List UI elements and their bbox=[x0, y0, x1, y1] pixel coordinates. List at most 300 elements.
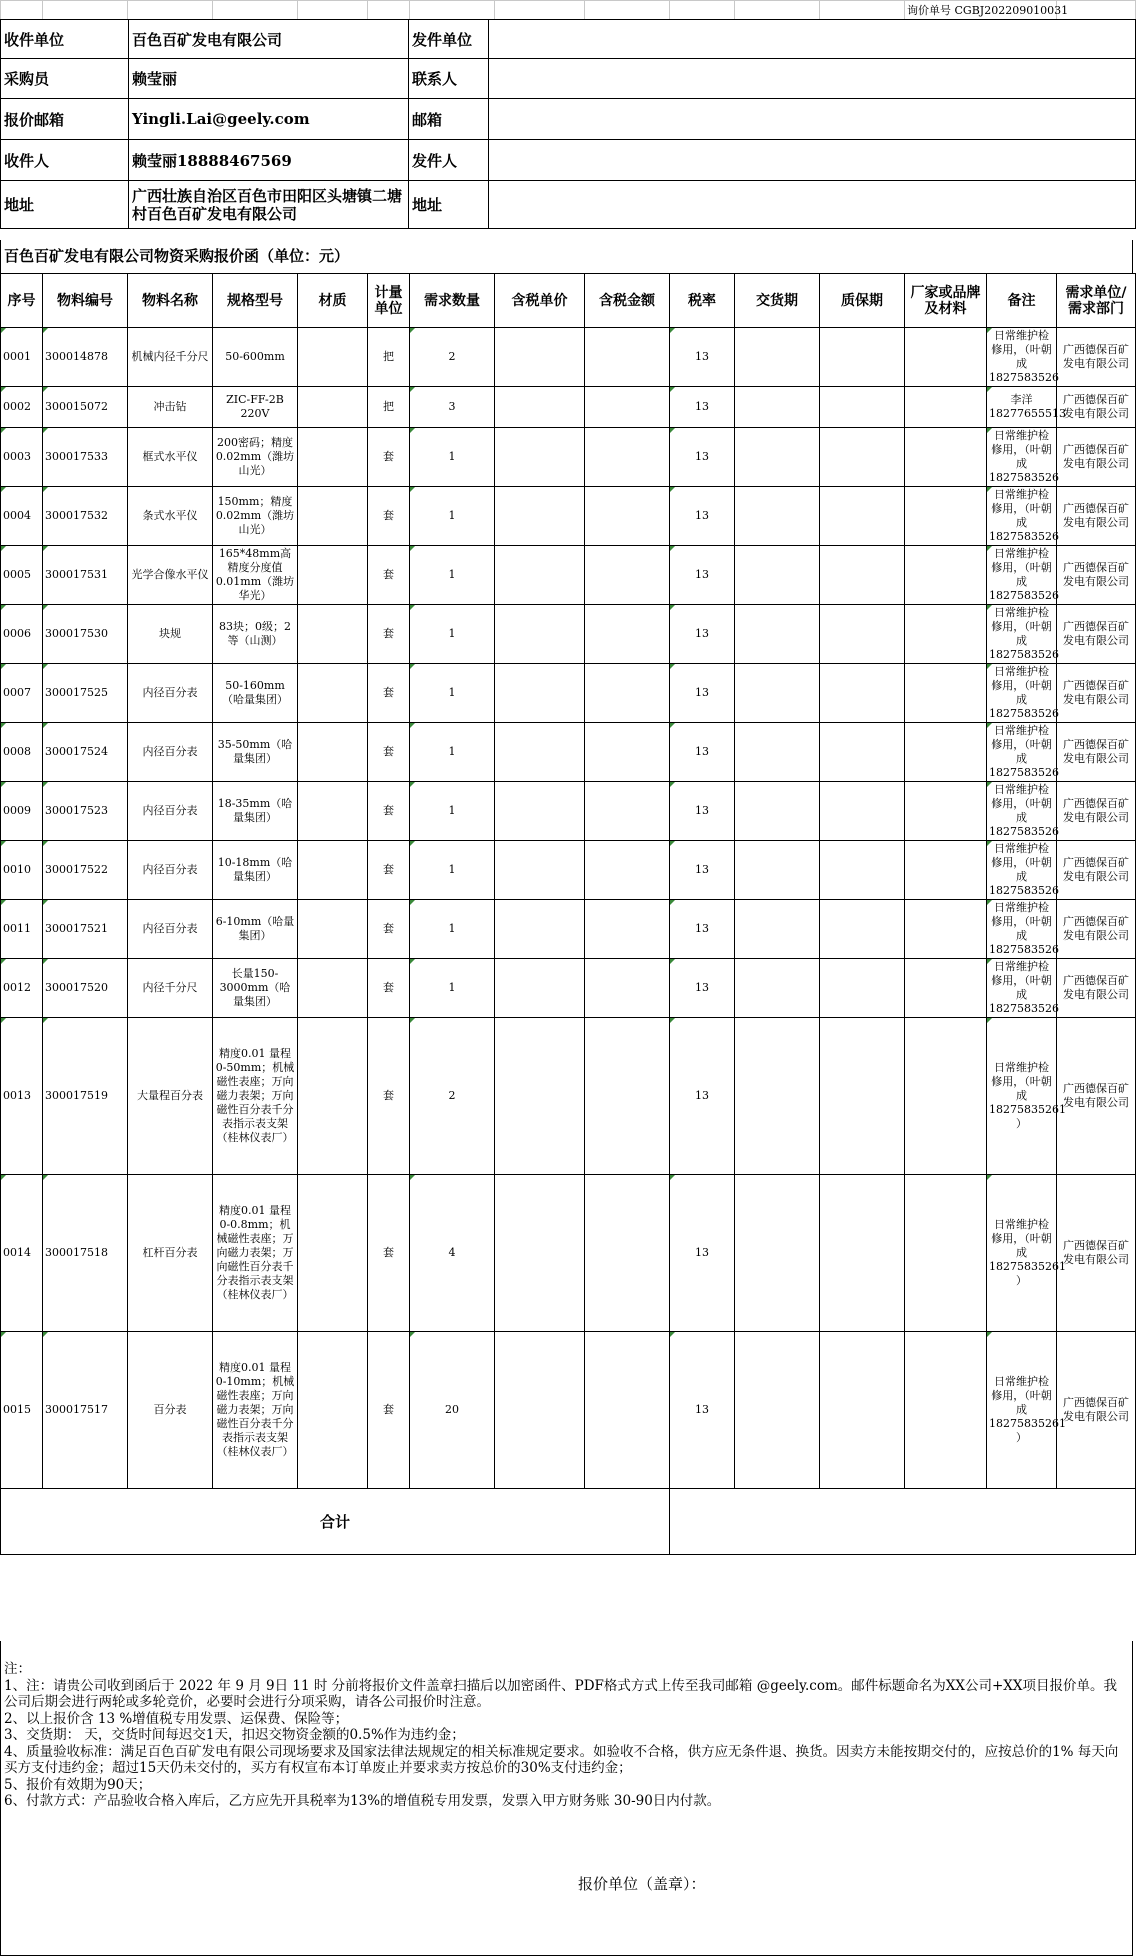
column-header-row bbox=[1, 274, 1136, 328]
item-delivery-input[interactable] bbox=[735, 487, 820, 546]
item-tax-rate: 13 bbox=[670, 487, 735, 546]
item-amount-input[interactable] bbox=[585, 605, 670, 664]
item-qty: 2 bbox=[410, 1018, 495, 1175]
item-amount-input[interactable] bbox=[585, 387, 670, 428]
item-name: 冲击钻 bbox=[128, 387, 213, 428]
item-brand-input[interactable] bbox=[905, 387, 987, 428]
item-brand-input[interactable] bbox=[905, 1175, 987, 1332]
item-code: 300017531 bbox=[43, 546, 128, 605]
item-price-input[interactable] bbox=[495, 1018, 585, 1175]
note-line-5: 5、报价有效期为90天； bbox=[4, 1776, 152, 1793]
recipient-value[interactable]: 赖莹丽18888467569 bbox=[129, 140, 409, 181]
item-tax-rate: 13 bbox=[670, 1332, 735, 1489]
item-spec: 18-35mm（哈量集团） bbox=[213, 782, 298, 841]
item-name: 杠杆百分表 bbox=[128, 1175, 213, 1332]
item-material[interactable] bbox=[298, 1018, 368, 1175]
item-seq: 0006 bbox=[1, 605, 43, 664]
item-material[interactable] bbox=[298, 782, 368, 841]
item-price-input[interactable] bbox=[495, 664, 585, 723]
item-qty: 1 bbox=[410, 782, 495, 841]
buyer-value[interactable]: 赖莹丽 bbox=[129, 59, 409, 99]
item-remark: 日常维护检修用，（叶朝成18275835261 ） bbox=[987, 1018, 1057, 1175]
contact-label: 联系人 bbox=[409, 59, 489, 99]
item-brand-input[interactable] bbox=[905, 328, 987, 387]
item-spec: 35-50mm（哈量集团） bbox=[213, 723, 298, 782]
col-brand: 厂家或品牌及材料 bbox=[905, 274, 987, 328]
item-name: 块规 bbox=[128, 605, 213, 664]
item-remark: 日常维护检修用，（叶朝成1827583526 bbox=[987, 900, 1057, 959]
contact-value[interactable] bbox=[489, 59, 1136, 99]
item-code: 300017525 bbox=[43, 664, 128, 723]
item-spec: 6-10mm（哈量集团） bbox=[213, 900, 298, 959]
inquiry-strip bbox=[0, 0, 1136, 20]
item-material[interactable] bbox=[298, 959, 368, 1018]
item-tax-rate: 13 bbox=[670, 605, 735, 664]
item-price-input[interactable] bbox=[495, 605, 585, 664]
item-remark: 日常维护检修用，（叶朝成1827583526 bbox=[987, 664, 1057, 723]
item-name: 内径百分表 bbox=[128, 664, 213, 723]
table-row bbox=[1, 328, 1136, 387]
header-table bbox=[0, 19, 1136, 229]
item-spec: 50-160mm（哈量集团） bbox=[213, 664, 298, 723]
item-price-input[interactable] bbox=[495, 487, 585, 546]
item-amount-input[interactable] bbox=[585, 546, 670, 605]
sender-label: 发件人 bbox=[409, 140, 489, 181]
item-warranty-input[interactable] bbox=[820, 487, 905, 546]
item-code: 300017517 bbox=[43, 1332, 128, 1489]
item-name: 条式水平仪 bbox=[128, 487, 213, 546]
item-brand-input[interactable] bbox=[905, 546, 987, 605]
quote-email-value[interactable]: Yingli.Lai@geely.com bbox=[129, 99, 409, 140]
item-brand-input[interactable] bbox=[905, 605, 987, 664]
item-delivery-input[interactable] bbox=[735, 328, 820, 387]
item-unit: 套 bbox=[368, 959, 410, 1018]
item-material[interactable] bbox=[298, 546, 368, 605]
item-name: 内径千分尺 bbox=[128, 959, 213, 1018]
item-seq: 0014 bbox=[1, 1175, 43, 1332]
item-name: 内径百分表 bbox=[128, 782, 213, 841]
item-price-input[interactable] bbox=[495, 428, 585, 487]
note-line-4: 4、质量验收标准：满足百色百矿发电有限公司现场要求及国家法律法规规定的相关标准规定要求。如验收不合格，供方应无条件退、换货。因卖方未能按期交付的，应按总价的1% 每天向买方支付违约金；超过15天仍未交付的，买方有权宣布本订单废止并要求卖方按总价的30%支付违约金； bbox=[4, 1743, 1119, 1776]
item-seq: 0010 bbox=[1, 841, 43, 900]
item-brand-input[interactable] bbox=[905, 959, 987, 1018]
item-seq: 0005 bbox=[1, 546, 43, 605]
table-row bbox=[1, 546, 1136, 605]
item-qty: 1 bbox=[410, 605, 495, 664]
item-seq: 0013 bbox=[1, 1018, 43, 1175]
item-remark: 日常维护检修用，（叶朝成1827583526 bbox=[987, 723, 1057, 782]
item-brand-input[interactable] bbox=[905, 1018, 987, 1175]
table-row bbox=[1, 605, 1136, 664]
item-amount-input[interactable] bbox=[585, 664, 670, 723]
item-dept: 广西德保百矿发电有限公司 bbox=[1057, 487, 1136, 546]
col-material: 材质 bbox=[298, 274, 368, 328]
grid-cell bbox=[298, 1, 368, 20]
item-dept: 广西德保百矿发电有限公司 bbox=[1057, 605, 1136, 664]
table-row bbox=[1, 428, 1136, 487]
item-dept: 广西德保百矿发电有限公司 bbox=[1057, 782, 1136, 841]
notes-section bbox=[0, 1641, 1133, 1956]
item-price-input[interactable] bbox=[495, 1175, 585, 1332]
item-name: 机械内径千分尺 bbox=[128, 328, 213, 387]
item-dept: 广西德保百矿发电有限公司 bbox=[1057, 546, 1136, 605]
item-qty: 1 bbox=[410, 546, 495, 605]
table-row bbox=[1, 1332, 1136, 1489]
item-delivery-input[interactable] bbox=[735, 959, 820, 1018]
total-value[interactable] bbox=[670, 1489, 1136, 1555]
item-material[interactable] bbox=[298, 841, 368, 900]
item-delivery-input[interactable] bbox=[735, 782, 820, 841]
item-material[interactable] bbox=[298, 900, 368, 959]
document-title: 百色百矿发电有限公司物资采购报价函（单位：元） bbox=[0, 240, 1133, 273]
item-name: 内径百分表 bbox=[128, 900, 213, 959]
item-warranty-input[interactable] bbox=[820, 387, 905, 428]
email-label: 邮箱 bbox=[409, 99, 489, 140]
item-delivery-input[interactable] bbox=[735, 841, 820, 900]
item-brand-input[interactable] bbox=[905, 428, 987, 487]
item-qty: 1 bbox=[410, 900, 495, 959]
item-brand-input[interactable] bbox=[905, 1332, 987, 1489]
item-material[interactable] bbox=[298, 428, 368, 487]
item-seq: 0003 bbox=[1, 428, 43, 487]
address-label: 地址 bbox=[1, 181, 129, 229]
item-warranty-input[interactable] bbox=[820, 723, 905, 782]
item-delivery-input[interactable] bbox=[735, 387, 820, 428]
item-warranty-input[interactable] bbox=[820, 900, 905, 959]
item-brand-input[interactable] bbox=[905, 487, 987, 546]
item-spec: 200密码；精度0.02mm（潍坊山光） bbox=[213, 428, 298, 487]
item-remark: 日常维护检修用，（叶朝成1827583526 bbox=[987, 841, 1057, 900]
item-material[interactable] bbox=[298, 723, 368, 782]
item-name: 大量程百分表 bbox=[128, 1018, 213, 1175]
item-spec: 精度0.01 量程0-10mm；机械磁性表座；万向磁力表架；万向磁性百分表千分表指示表支架（桂林仪表厂） bbox=[213, 1332, 298, 1489]
total-row bbox=[1, 1489, 1136, 1555]
recipient-label: 收件人 bbox=[1, 140, 129, 181]
grid-cell bbox=[410, 1, 495, 20]
item-amount-input[interactable] bbox=[585, 841, 670, 900]
item-remark: 日常维护检修用，（叶朝成1827583526 bbox=[987, 546, 1057, 605]
item-dept: 广西德保百矿发电有限公司 bbox=[1057, 387, 1136, 428]
sender-address-label: 地址 bbox=[409, 181, 489, 229]
item-amount-input[interactable] bbox=[585, 782, 670, 841]
item-code: 300015072 bbox=[43, 387, 128, 428]
item-price-input[interactable] bbox=[495, 900, 585, 959]
table-row bbox=[1, 841, 1136, 900]
item-remark: 日常维护检修用，（叶朝成1827583526 bbox=[987, 487, 1057, 546]
col-price: 含税单价 bbox=[495, 274, 585, 328]
item-unit: 套 bbox=[368, 723, 410, 782]
item-dept: 广西德保百矿发电有限公司 bbox=[1057, 723, 1136, 782]
notes-heading: 注： bbox=[4, 1661, 31, 1677]
item-code: 300017523 bbox=[43, 782, 128, 841]
item-brand-input[interactable] bbox=[905, 782, 987, 841]
grid-cell bbox=[128, 1, 213, 20]
table-row bbox=[1, 959, 1136, 1018]
item-material[interactable] bbox=[298, 664, 368, 723]
item-material[interactable] bbox=[298, 605, 368, 664]
item-dept: 广西德保百矿发电有限公司 bbox=[1057, 900, 1136, 959]
item-code: 300017521 bbox=[43, 900, 128, 959]
item-qty: 1 bbox=[410, 841, 495, 900]
item-unit: 套 bbox=[368, 900, 410, 959]
item-unit: 套 bbox=[368, 1018, 410, 1175]
item-amount-input[interactable] bbox=[585, 1018, 670, 1175]
item-remark: 日常维护检修用，（叶朝成1827583526 bbox=[987, 782, 1057, 841]
item-spec: 150mm；精度0.02mm（潍坊山光） bbox=[213, 487, 298, 546]
item-unit: 套 bbox=[368, 605, 410, 664]
item-dept: 广西德保百矿发电有限公司 bbox=[1057, 1332, 1136, 1489]
sender-address-value[interactable] bbox=[489, 181, 1136, 229]
item-warranty-input[interactable] bbox=[820, 1175, 905, 1332]
item-brand-input[interactable] bbox=[905, 664, 987, 723]
item-amount-input[interactable] bbox=[585, 900, 670, 959]
table-row bbox=[1, 1018, 1136, 1175]
item-code: 300017522 bbox=[43, 841, 128, 900]
item-remark: 日常维护检修用，（叶朝成1827583526 bbox=[987, 605, 1057, 664]
item-name: 框式水平仪 bbox=[128, 428, 213, 487]
grid-cell bbox=[43, 1, 128, 20]
item-warranty-input[interactable] bbox=[820, 546, 905, 605]
item-seq: 0002 bbox=[1, 387, 43, 428]
item-qty: 20 bbox=[410, 1332, 495, 1489]
item-spec: 83块；0级；2等（山测） bbox=[213, 605, 298, 664]
item-price-input[interactable] bbox=[495, 328, 585, 387]
item-warranty-input[interactable] bbox=[820, 328, 905, 387]
item-delivery-input[interactable] bbox=[735, 900, 820, 959]
sender-unit-label: 发件单位 bbox=[409, 20, 489, 59]
item-unit: 套 bbox=[368, 546, 410, 605]
item-amount-input[interactable] bbox=[585, 328, 670, 387]
email-value[interactable] bbox=[489, 99, 1136, 140]
quote-email-label: 报价邮箱 bbox=[1, 99, 129, 140]
buyer-label: 采购员 bbox=[1, 59, 129, 99]
item-warranty-input[interactable] bbox=[820, 841, 905, 900]
item-remark: 日常维护检修用，（叶朝成18275835261 ） bbox=[987, 1332, 1057, 1489]
item-dept: 广西德保百矿发电有限公司 bbox=[1057, 1175, 1136, 1332]
item-brand-input[interactable] bbox=[905, 723, 987, 782]
item-remark: 日常维护检修用，（叶朝成1827583526 bbox=[987, 328, 1057, 387]
item-delivery-input[interactable] bbox=[735, 1332, 820, 1489]
col-spec: 规格型号 bbox=[213, 274, 298, 328]
item-remark: 日常维护检修用，（叶朝成1827583526 bbox=[987, 959, 1057, 1018]
sender-unit-value[interactable] bbox=[489, 20, 1136, 59]
item-tax-rate: 13 bbox=[670, 900, 735, 959]
item-seq: 0001 bbox=[1, 328, 43, 387]
inquiry-number-label: 询价单号 bbox=[907, 4, 951, 17]
table-row bbox=[1, 900, 1136, 959]
item-amount-input[interactable] bbox=[585, 1332, 670, 1489]
item-code: 300017520 bbox=[43, 959, 128, 1018]
item-price-input[interactable] bbox=[495, 959, 585, 1018]
item-material[interactable] bbox=[298, 328, 368, 387]
item-qty: 1 bbox=[410, 723, 495, 782]
item-qty: 1 bbox=[410, 487, 495, 546]
item-tax-rate: 13 bbox=[670, 959, 735, 1018]
item-material[interactable] bbox=[298, 1175, 368, 1332]
item-qty: 1 bbox=[410, 664, 495, 723]
table-row bbox=[1, 487, 1136, 546]
item-name: 光学合像水平仪 bbox=[128, 546, 213, 605]
item-spec: ZIC-FF-2B 220V bbox=[213, 387, 298, 428]
item-unit: 套 bbox=[368, 1175, 410, 1332]
receiver-unit-label: 收件单位 bbox=[1, 20, 129, 59]
item-unit: 套 bbox=[368, 841, 410, 900]
item-delivery-input[interactable] bbox=[735, 664, 820, 723]
item-code: 300017518 bbox=[43, 1175, 128, 1332]
item-code: 300017524 bbox=[43, 723, 128, 782]
item-price-input[interactable] bbox=[495, 387, 585, 428]
item-dept: 广西德保百矿发电有限公司 bbox=[1057, 841, 1136, 900]
item-seq: 0012 bbox=[1, 959, 43, 1018]
item-code: 300014878 bbox=[43, 328, 128, 387]
item-price-input[interactable] bbox=[495, 546, 585, 605]
item-spec: 50-600mm bbox=[213, 328, 298, 387]
item-qty: 1 bbox=[410, 959, 495, 1018]
item-tax-rate: 13 bbox=[670, 723, 735, 782]
item-unit: 套 bbox=[368, 487, 410, 546]
item-delivery-input[interactable] bbox=[735, 723, 820, 782]
note-line-3: 3、交货期： 天，交货时间每迟交1天，扣迟交物资金额的0.5%作为违约金； bbox=[4, 1727, 465, 1743]
grid-cell bbox=[495, 1, 585, 20]
items-table bbox=[0, 273, 1136, 1555]
item-material[interactable] bbox=[298, 1332, 368, 1489]
grid-cell bbox=[368, 1, 410, 20]
item-delivery-input[interactable] bbox=[735, 428, 820, 487]
item-tax-rate: 13 bbox=[670, 841, 735, 900]
item-amount-input[interactable] bbox=[585, 959, 670, 1018]
item-price-input[interactable] bbox=[495, 723, 585, 782]
receiver-unit-value[interactable]: 百色百矿发电有限公司 bbox=[129, 20, 409, 59]
item-spec: 165*48mm高精度分度值0.01mm（潍坊华光） bbox=[213, 546, 298, 605]
col-dept: 需求单位/需求部门 bbox=[1057, 274, 1136, 328]
grid-cell bbox=[213, 1, 298, 20]
item-price-input[interactable] bbox=[495, 1332, 585, 1489]
item-name: 内径百分表 bbox=[128, 723, 213, 782]
item-warranty-input[interactable] bbox=[820, 959, 905, 1018]
item-qty: 2 bbox=[410, 328, 495, 387]
item-tax-rate: 13 bbox=[670, 1018, 735, 1175]
col-delivery: 交货期 bbox=[735, 274, 820, 328]
item-remark: 李洋18277655513 bbox=[987, 387, 1057, 428]
signature-line: 报价单位（盖章）： bbox=[578, 1875, 706, 1893]
item-seq: 0004 bbox=[1, 487, 43, 546]
item-seq: 0015 bbox=[1, 1332, 43, 1489]
item-qty: 1 bbox=[410, 428, 495, 487]
col-seq: 序号 bbox=[1, 274, 43, 328]
item-delivery-input[interactable] bbox=[735, 1175, 820, 1332]
item-delivery-input[interactable] bbox=[735, 605, 820, 664]
item-spec: 精度0.01 量程0-50mm；机械磁性表座；万向磁力表架；万向磁性百分表千分表指示表支架（桂林仪表厂） bbox=[213, 1018, 298, 1175]
item-delivery-input[interactable] bbox=[735, 546, 820, 605]
item-unit: 把 bbox=[368, 387, 410, 428]
item-code: 300017532 bbox=[43, 487, 128, 546]
item-dept: 广西德保百矿发电有限公司 bbox=[1057, 959, 1136, 1018]
item-unit: 套 bbox=[368, 428, 410, 487]
item-seq: 0011 bbox=[1, 900, 43, 959]
item-tax-rate: 13 bbox=[670, 428, 735, 487]
item-material[interactable] bbox=[298, 487, 368, 546]
col-code: 物料编号 bbox=[43, 274, 128, 328]
item-dept: 广西德保百矿发电有限公司 bbox=[1057, 664, 1136, 723]
address-value[interactable]: 广西壮族自治区百色市田阳区头塘镇二塘村百色百矿发电有限公司 bbox=[129, 181, 409, 229]
grid-cell bbox=[1, 1, 43, 20]
item-dept: 广西德保百矿发电有限公司 bbox=[1057, 428, 1136, 487]
grid-cell bbox=[820, 1, 905, 20]
item-tax-rate: 13 bbox=[670, 782, 735, 841]
col-unit: 计量单位 bbox=[368, 274, 410, 328]
item-warranty-input[interactable] bbox=[820, 782, 905, 841]
item-amount-input[interactable] bbox=[585, 723, 670, 782]
item-price-input[interactable] bbox=[495, 782, 585, 841]
item-unit: 套 bbox=[368, 782, 410, 841]
item-dept: 广西德保百矿发电有限公司 bbox=[1057, 328, 1136, 387]
item-warranty-input[interactable] bbox=[820, 1018, 905, 1175]
item-amount-input[interactable] bbox=[585, 1175, 670, 1332]
item-spec: 长量150-3000mm（哈量集团） bbox=[213, 959, 298, 1018]
table-row bbox=[1, 387, 1136, 428]
item-code: 300017530 bbox=[43, 605, 128, 664]
col-amount: 含税金额 bbox=[585, 274, 670, 328]
grid-cell bbox=[670, 1, 735, 20]
item-seq: 0007 bbox=[1, 664, 43, 723]
item-spec: 10-18mm（哈量集团） bbox=[213, 841, 298, 900]
inquiry-number-value: CGBJ202209010031 bbox=[954, 4, 1069, 17]
item-remark: 日常维护检修用，（叶朝成18275835261 ） bbox=[987, 1175, 1057, 1332]
item-code: 300017519 bbox=[43, 1018, 128, 1175]
table-row bbox=[1, 664, 1136, 723]
note-line-6: 6、付款方式：产品验收合格入库后，乙方应先开具税率为13%的增值税专用发票，发票入甲方财务账 30-90日内付款。 bbox=[4, 1793, 721, 1809]
table-row bbox=[1, 782, 1136, 841]
item-warranty-input[interactable] bbox=[820, 428, 905, 487]
item-warranty-input[interactable] bbox=[820, 1332, 905, 1489]
item-dept: 广西德保百矿发电有限公司 bbox=[1057, 1018, 1136, 1175]
col-tax: 税率 bbox=[670, 274, 735, 328]
item-warranty-input[interactable] bbox=[820, 664, 905, 723]
item-brand-input[interactable] bbox=[905, 841, 987, 900]
item-name: 内径百分表 bbox=[128, 841, 213, 900]
inquiry-number bbox=[905, 1, 1069, 20]
item-qty: 4 bbox=[410, 1175, 495, 1332]
table-row bbox=[1, 723, 1136, 782]
item-brand-input[interactable] bbox=[905, 900, 987, 959]
col-name: 物料名称 bbox=[128, 274, 213, 328]
item-unit: 套 bbox=[368, 1332, 410, 1489]
item-tax-rate: 13 bbox=[670, 546, 735, 605]
col-qty: 需求数量 bbox=[410, 274, 495, 328]
item-seq: 0008 bbox=[1, 723, 43, 782]
item-amount-input[interactable] bbox=[585, 487, 670, 546]
item-tax-rate: 13 bbox=[670, 328, 735, 387]
item-spec: 精度0.01 量程0-0.8mm；机械磁性表座；万向磁力表架；万向磁性百分表千分表指示表支架（桂林仪表厂） bbox=[213, 1175, 298, 1332]
sender-value[interactable] bbox=[489, 140, 1136, 181]
item-price-input[interactable] bbox=[495, 841, 585, 900]
item-tax-rate: 13 bbox=[670, 1175, 735, 1332]
item-code: 300017533 bbox=[43, 428, 128, 487]
item-tax-rate: 13 bbox=[670, 387, 735, 428]
grid-cell bbox=[585, 1, 670, 20]
total-label: 合计 bbox=[1, 1489, 670, 1555]
item-unit: 套 bbox=[368, 664, 410, 723]
item-seq: 0009 bbox=[1, 782, 43, 841]
item-qty: 3 bbox=[410, 387, 495, 428]
item-material[interactable] bbox=[298, 387, 368, 428]
item-delivery-input[interactable] bbox=[735, 1018, 820, 1175]
item-unit: 把 bbox=[368, 328, 410, 387]
item-warranty-input[interactable] bbox=[820, 605, 905, 664]
item-tax-rate: 13 bbox=[670, 664, 735, 723]
note-line-1: 1、注：请贵公司收到函后于 2022 年 9 月 9日 11 时 分前将报价文件盖章扫描后以加密函件、PDF格式方式上传至我司邮箱 @geely.com。邮件标题命名为XX公司+XX项目报价单。我公司后期会进行两轮或多轮竞价，必要时会进行分项采购，请各公司报价时注意。 bbox=[4, 1677, 1118, 1710]
item-amount-input[interactable] bbox=[585, 428, 670, 487]
